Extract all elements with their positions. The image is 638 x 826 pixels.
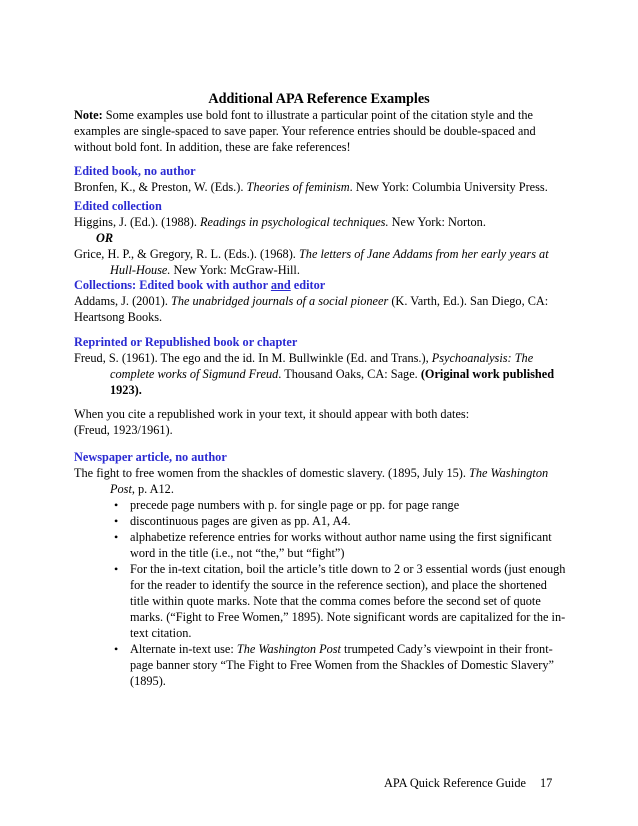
citation-note-example: (Freud, 1923/1961). [74, 423, 173, 437]
ref-text: , p. A12. [131, 482, 174, 496]
or-separator: OR [96, 231, 114, 245]
section-heading: Newspaper article, no author [74, 450, 227, 464]
ref-text: New York: McGraw-Hill. [170, 263, 300, 277]
ref-title: Theories of feminism [246, 180, 350, 194]
heading-text: editor [290, 278, 326, 292]
ref-title: The letters of Jane Addams from her early years at Hull-House. [110, 247, 549, 277]
section-edited-collection [74, 198, 566, 278]
reference-entry [74, 293, 566, 325]
ref-bold: (Original work published 1923). [110, 367, 555, 397]
ref-title: Psychoanalysis: The complete works of Sigmund Freud [110, 351, 534, 381]
heading-underlined: and [270, 278, 291, 292]
note-label: Note: [74, 108, 103, 122]
page-title: Additional APA Reference Examples [208, 91, 430, 107]
bullet-title: The Washington Post [236, 642, 341, 656]
newspaper-notes-list [74, 497, 566, 689]
section-edited-book [74, 163, 566, 195]
section-reprinted [74, 334, 566, 398]
ref-text: Higgins, J. (Ed.). (1988). [74, 215, 201, 229]
section-heading: Edited book, no author [74, 164, 196, 178]
reference-entry [74, 465, 566, 497]
section-heading [74, 277, 566, 293]
ref-text: Freud, S. (1961). The ego and the id. In M. Bullwinkle (Ed. and Trans.), [74, 351, 432, 365]
ref-text: . Thousand Oaks, CA: Sage. [278, 367, 421, 381]
footer-guide-title: APA Quick Reference Guide [384, 776, 526, 790]
ref-text: Grice, H. P., & Gregory, R. L. (Eds.). (1968). [74, 247, 299, 261]
section-collections [74, 277, 566, 325]
reference-entry [74, 214, 566, 230]
ref-text: The fight to free women from the shackles of domestic slavery. (1895, July 15). [74, 466, 469, 480]
ref-text: (K. Varth, Ed.). San Diego, CA: Heartsong Books. [74, 294, 549, 324]
reference-entry [74, 179, 566, 195]
republished-citation-note [74, 406, 566, 438]
ref-text: . New York: Columbia University Press. [349, 180, 548, 194]
note-text: Some examples use bold font to illustrate a particular point of the citation style and the examples are single-spaced to save paper. Your reference entries should be double-spaced and without bold font. In addition, these are fake references! [74, 108, 536, 154]
ref-title: The Washington Post [110, 466, 549, 496]
section-heading: Edited collection [74, 199, 162, 213]
list-item: • precede page numbers with p. for single page or pp. for page range [74, 497, 566, 513]
list-item [74, 641, 566, 689]
ref-title: Readings in psychological techniques. [200, 215, 389, 229]
section-newspaper [74, 449, 566, 689]
reference-entry [74, 350, 566, 398]
bullet-text: Alternate in-text use: [130, 642, 237, 656]
bullet-text: trumpeted Cady’s viewpoint in their front-page banner story “The Fight to Free Women from the Shackles of Domestic Slavery” (1895). [130, 642, 554, 688]
ref-title: The unabridged journals of a social pioneer [171, 294, 389, 308]
ref-text: New York: Norton. [388, 215, 486, 229]
ref-text: Bronfen, K., & Preston, W. (Eds.). [74, 180, 247, 194]
ref-text: Addams, J. (2001). [74, 294, 172, 308]
citation-note-line: When you cite a republished work in your text, it should appear with both dates: [74, 407, 470, 421]
list-item: • For the in-text citation, boil the article’s title down to 2 or 3 essential words (just enough for the reader to identify the source in the reference section), and place the shortened title within quote marks. Note that the comma comes before the second set of quote marks. (“Fight to Free Women,” 1895). Note significant words are capitalized for the in-text citation. [74, 561, 566, 641]
list-item: • alphabetize reference entries for works without author name using the first significant word in the title (i.e., not “the,” but “fight”) [74, 529, 566, 561]
page-number: 17 [539, 776, 553, 790]
section-heading: Reprinted or Republished book or chapter [74, 335, 298, 349]
reference-entry [74, 246, 566, 278]
list-item: • discontinuous pages are given as pp. A1, A4. [74, 513, 566, 529]
note-paragraph [74, 107, 566, 155]
heading-text: Collections: Edited book with author [74, 278, 271, 292]
page-footer [384, 775, 552, 791]
